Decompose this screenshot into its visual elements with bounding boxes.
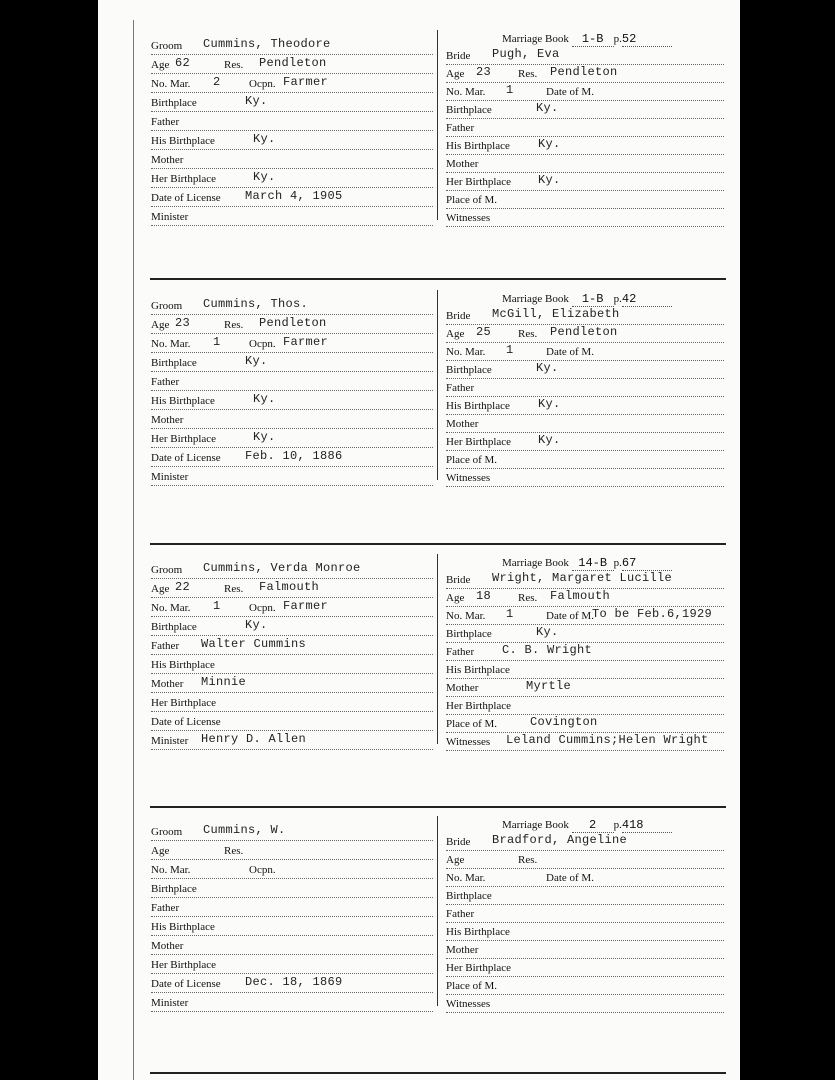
label-birthplace: Birthplace — [446, 364, 492, 376]
bride-age-value: 18 — [476, 589, 492, 603]
bride-his-birthplace-value: Ky. — [538, 137, 561, 151]
groom-res-value: Pendleton — [259, 316, 327, 330]
bride-row-her-birthplace — [446, 700, 724, 715]
label-father: Father — [446, 382, 475, 394]
bride-birthplace-value: Ky. — [536, 361, 559, 375]
label-age: Age — [446, 68, 465, 80]
groom-row-no-mar — [151, 335, 433, 353]
groom-row-birthplace — [151, 94, 433, 112]
bride-no-mar-value: 1 — [506, 607, 514, 621]
label-witnesses: Witnesses — [446, 736, 491, 748]
groom-row-his-birthplace — [151, 921, 433, 936]
groom-name-value: Cummins, W. — [203, 823, 286, 837]
groom-row-her-birthplace — [151, 959, 433, 974]
groom-her-birthplace-value: Ky. — [253, 170, 276, 184]
bride-res-value: Pendleton — [550, 65, 618, 79]
bride-age-value: 23 — [476, 65, 492, 79]
card-separator-rule — [150, 278, 726, 280]
label-witnesses: Witnesses — [446, 472, 491, 484]
bride-row-bride — [446, 571, 724, 589]
bride-row-father — [446, 908, 724, 923]
label-age: Age — [151, 319, 170, 331]
marriage-book-number: 14-B — [572, 556, 614, 571]
label-ocpn: Ocpn. — [249, 864, 276, 876]
label-place-of-m: Place of M. — [446, 980, 498, 992]
groom-ocpn-value: Farmer — [283, 335, 329, 349]
label-her-birthplace: Her Birthplace — [151, 697, 217, 709]
label-groom: Groom — [151, 826, 183, 838]
groom-row-date-of-license — [151, 189, 433, 207]
groom-row-her-birthplace — [151, 697, 433, 712]
label-date-of-m: Date of M. — [546, 346, 594, 358]
bride-row-birthplace — [446, 361, 724, 379]
bride-row-mother — [446, 944, 724, 959]
bride-row-witnesses — [446, 212, 724, 227]
bride-name-value: Pugh, Eva — [492, 47, 560, 61]
groom-row-no-mar — [151, 864, 433, 879]
label-mother: Mother — [446, 418, 479, 430]
groom-date-of-license-value: March 4, 1905 — [245, 189, 343, 203]
groom-row-mother — [151, 675, 433, 693]
label-no-mar: No. Mar. — [151, 602, 191, 614]
bride-row-his-birthplace — [446, 137, 724, 155]
label-no-mar: No. Mar. — [151, 78, 191, 90]
label-father: Father — [151, 376, 180, 388]
marriage-book-header — [502, 32, 672, 47]
label-res: Res. — [224, 845, 244, 857]
bride-row-place-of-m — [446, 194, 724, 209]
marriage-book-page: 42 — [622, 292, 672, 307]
bride-res-value: Pendleton — [550, 325, 618, 339]
label-birthplace: Birthplace — [151, 357, 197, 369]
label-mother: Mother — [446, 944, 479, 956]
bride-place-of-m-value: Covington — [530, 715, 598, 729]
label-birthplace: Birthplace — [151, 97, 197, 109]
groom-no-mar-value: 1 — [213, 335, 221, 349]
bride-res-value: Falmouth — [550, 589, 611, 603]
groom-ocpn-value: Farmer — [283, 599, 329, 613]
bride-row-no-mar — [446, 607, 724, 625]
label-age: Age — [151, 59, 170, 71]
label-her-birthplace: Her Birthplace — [446, 176, 512, 188]
label-ocpn: Ocpn. — [249, 602, 276, 614]
bride-row-birthplace — [446, 625, 724, 643]
bride-her-birthplace-value: Ky. — [538, 433, 561, 447]
label-res: Res. — [518, 68, 538, 80]
groom-father-value: Walter Cummins — [201, 637, 307, 651]
label-father: Father — [446, 908, 475, 920]
groom-minister-value: Henry D. Allen — [201, 732, 307, 746]
card-separator-rule — [150, 1072, 726, 1074]
bride-no-mar-value: 1 — [506, 343, 514, 357]
marriage-book-page: 52 — [622, 32, 672, 47]
label-mother: Mother — [446, 158, 479, 170]
page-label: p. — [613, 557, 622, 569]
groom-row-birthplace — [151, 354, 433, 372]
label-mother: Mother — [151, 414, 184, 426]
label-age: Age — [446, 592, 465, 604]
bride-row-age — [446, 854, 724, 869]
marriage-book-header — [502, 818, 672, 833]
bride-birthplace-value: Ky. — [536, 625, 559, 639]
bride-row-witnesses — [446, 998, 724, 1013]
bride-row-no-mar — [446, 83, 724, 101]
groom-row-mother — [151, 940, 433, 955]
label-date-of-license: Date of License — [151, 716, 221, 728]
label-her-birthplace: Her Birthplace — [446, 700, 512, 712]
label-minister: Minister — [151, 211, 189, 223]
groom-row-age — [151, 316, 433, 334]
column-divider — [437, 816, 438, 1006]
label-res: Res. — [224, 583, 244, 595]
marriage-book-number: 2 — [572, 818, 614, 833]
groom-age-value: 23 — [175, 316, 191, 330]
bride-row-father — [446, 122, 724, 137]
bride-row-witnesses — [446, 472, 724, 487]
page-edge-line — [133, 20, 134, 1080]
label-no-mar: No. Mar. — [446, 346, 486, 358]
label-father: Father — [151, 902, 180, 914]
bride-name-value: McGill, Elizabeth — [492, 307, 620, 321]
groom-age-value: 62 — [175, 56, 191, 70]
bride-age-value: 25 — [476, 325, 492, 339]
label-groom: Groom — [151, 300, 183, 312]
label-res: Res. — [224, 319, 244, 331]
groom-row-father — [151, 376, 433, 391]
bride-name-value: Bradford, Angeline — [492, 833, 628, 847]
marriage-book-page: 67 — [622, 556, 672, 571]
label-ocpn: Ocpn. — [249, 338, 276, 350]
bride-row-bride — [446, 47, 724, 65]
groom-name-value: Cummins, Theodore — [203, 37, 331, 51]
groom-row-groom — [151, 561, 433, 579]
bride-row-father — [446, 382, 724, 397]
bride-no-mar-value: 1 — [506, 83, 514, 97]
groom-row-birthplace — [151, 883, 433, 898]
label-his-birthplace: His Birthplace — [446, 400, 510, 412]
marriage-book-header — [502, 556, 672, 571]
label-date-of-license: Date of License — [151, 192, 221, 204]
groom-row-groom — [151, 823, 433, 841]
label-date-of-m: Date of M. — [546, 610, 594, 622]
card-separator-rule — [150, 806, 726, 808]
label-place-of-m: Place of M. — [446, 454, 498, 466]
label-his-birthplace: His Birthplace — [446, 664, 510, 676]
groom-her-birthplace-value: Ky. — [253, 430, 276, 444]
groom-row-groom — [151, 297, 433, 315]
column-divider — [437, 30, 438, 220]
groom-row-age — [151, 56, 433, 74]
bride-her-birthplace-value: Ky. — [538, 173, 561, 187]
label-date-of-m: Date of M. — [546, 86, 594, 98]
groom-name-value: Cummins, Thos. — [203, 297, 309, 311]
groom-his-birthplace-value: Ky. — [253, 132, 276, 146]
bride-row-age — [446, 589, 724, 607]
label-father: Father — [446, 646, 475, 658]
label-no-mar: No. Mar. — [446, 86, 486, 98]
label-her-birthplace: Her Birthplace — [151, 173, 217, 185]
label-date-of-m: Date of M. — [546, 872, 594, 884]
bride-his-birthplace-value: Ky. — [538, 397, 561, 411]
marriage-book-page: 418 — [622, 818, 672, 833]
bride-row-witnesses — [446, 733, 724, 751]
column-divider — [437, 554, 438, 744]
label-his-birthplace: His Birthplace — [446, 926, 510, 938]
label-date-of-license: Date of License — [151, 452, 221, 464]
bride-father-value: C. B. Wright — [502, 643, 593, 657]
bride-row-his-birthplace — [446, 397, 724, 415]
label-age: Age — [446, 328, 465, 340]
bride-row-mother — [446, 418, 724, 433]
groom-birthplace-value: Ky. — [245, 94, 268, 108]
label-her-birthplace: Her Birthplace — [446, 436, 512, 448]
bride-row-her-birthplace — [446, 962, 724, 977]
label-mother: Mother — [446, 682, 479, 694]
groom-row-his-birthplace — [151, 132, 433, 150]
label-birthplace: Birthplace — [151, 621, 197, 633]
marriage-book-label: Marriage Book — [502, 557, 569, 569]
groom-row-date-of-license — [151, 716, 433, 731]
page-label: p. — [613, 293, 622, 305]
label-his-birthplace: His Birthplace — [151, 921, 215, 933]
groom-row-minister — [151, 471, 433, 486]
label-age: Age — [151, 845, 170, 857]
bride-row-age — [446, 325, 724, 343]
bride-row-place-of-m — [446, 454, 724, 469]
marriage-book-label: Marriage Book — [502, 819, 569, 831]
groom-row-birthplace — [151, 618, 433, 636]
label-bride: Bride — [446, 836, 471, 848]
bride-birthplace-value: Ky. — [536, 101, 559, 115]
groom-row-minister — [151, 732, 433, 750]
label-no-mar: No. Mar. — [446, 610, 486, 622]
label-her-birthplace: Her Birthplace — [151, 433, 217, 445]
groom-no-mar-value: 1 — [213, 599, 221, 613]
page-label: p. — [613, 819, 622, 831]
label-place-of-m: Place of M. — [446, 194, 498, 206]
label-mother: Mother — [151, 154, 184, 166]
bride-row-birthplace — [446, 101, 724, 119]
label-his-birthplace: His Birthplace — [151, 135, 215, 147]
groom-row-father — [151, 116, 433, 131]
groom-row-age — [151, 580, 433, 598]
label-her-birthplace: Her Birthplace — [151, 959, 217, 971]
groom-row-father — [151, 637, 433, 655]
label-father: Father — [446, 122, 475, 134]
bride-row-his-birthplace — [446, 926, 724, 941]
label-mother: Mother — [151, 940, 184, 952]
label-groom: Groom — [151, 40, 183, 52]
label-res: Res. — [518, 854, 538, 866]
label-date-of-license: Date of License — [151, 978, 221, 990]
groom-row-her-birthplace — [151, 170, 433, 188]
card-separator-rule — [150, 543, 726, 545]
groom-no-mar-value: 2 — [213, 75, 221, 89]
groom-birthplace-value: Ky. — [245, 354, 268, 368]
label-father: Father — [151, 640, 180, 652]
label-place-of-m: Place of M. — [446, 718, 498, 730]
bride-row-no-mar — [446, 343, 724, 361]
bride-row-age — [446, 65, 724, 83]
groom-res-value: Falmouth — [259, 580, 320, 594]
label-his-birthplace: His Birthplace — [151, 395, 215, 407]
groom-his-birthplace-value: Ky. — [253, 392, 276, 406]
groom-row-age — [151, 845, 433, 860]
label-her-birthplace: Her Birthplace — [446, 962, 512, 974]
groom-row-father — [151, 902, 433, 917]
label-birthplace: Birthplace — [446, 890, 492, 902]
marriage-book-label: Marriage Book — [502, 293, 569, 305]
groom-ocpn-value: Farmer — [283, 75, 329, 89]
groom-row-minister — [151, 997, 433, 1012]
label-res: Res. — [518, 328, 538, 340]
groom-mother-value: Minnie — [201, 675, 247, 689]
groom-row-date-of-license — [151, 449, 433, 467]
bride-row-birthplace — [446, 890, 724, 905]
bride-witnesses-value: Leland Cummins;Helen Wright — [506, 733, 709, 747]
label-minister: Minister — [151, 471, 189, 483]
groom-name-value: Cummins, Verda Monroe — [203, 561, 361, 575]
label-bride: Bride — [446, 310, 471, 322]
bride-row-her-birthplace — [446, 433, 724, 451]
bride-row-his-birthplace — [446, 664, 724, 679]
label-birthplace: Birthplace — [446, 104, 492, 116]
groom-row-mother — [151, 154, 433, 169]
column-divider — [437, 290, 438, 480]
bride-row-father — [446, 643, 724, 661]
label-birthplace: Birthplace — [151, 883, 197, 895]
label-no-mar: No. Mar. — [151, 338, 191, 350]
label-bride: Bride — [446, 574, 471, 586]
marriage-book-header — [502, 292, 672, 307]
bride-row-mother — [446, 158, 724, 173]
bride-row-place-of-m — [446, 715, 724, 733]
bride-row-no-mar — [446, 872, 724, 887]
groom-date-of-license-value: Dec. 18, 1869 — [245, 975, 343, 989]
label-witnesses: Witnesses — [446, 212, 491, 224]
label-witnesses: Witnesses — [446, 998, 491, 1010]
label-age: Age — [151, 583, 170, 595]
label-no-mar: No. Mar. — [151, 864, 191, 876]
groom-age-value: 22 — [175, 580, 191, 594]
page-label: p. — [613, 33, 622, 45]
bride-row-mother — [446, 679, 724, 697]
label-minister: Minister — [151, 997, 189, 1009]
groom-row-groom — [151, 37, 433, 55]
label-minister: Minister — [151, 735, 189, 747]
groom-row-minister — [151, 211, 433, 226]
label-age: Age — [446, 854, 465, 866]
label-no-mar: No. Mar. — [446, 872, 486, 884]
label-groom: Groom — [151, 564, 183, 576]
label-res: Res. — [518, 592, 538, 604]
groom-row-her-birthplace — [151, 430, 433, 448]
groom-row-his-birthplace — [151, 392, 433, 410]
label-res: Res. — [224, 59, 244, 71]
bride-name-value: Wright, Margaret Lucille — [492, 571, 673, 585]
groom-row-mother — [151, 414, 433, 429]
label-his-birthplace: His Birthplace — [446, 140, 510, 152]
marriage-book-label: Marriage Book — [502, 33, 569, 45]
label-birthplace: Birthplace — [446, 628, 492, 640]
label-bride: Bride — [446, 50, 471, 62]
bride-row-her-birthplace — [446, 173, 724, 191]
groom-row-no-mar — [151, 599, 433, 617]
bride-date-of-m-value: To be Feb.6,1929 — [592, 607, 713, 621]
bride-row-bride — [446, 833, 724, 851]
bride-row-bride — [446, 307, 724, 325]
groom-row-his-birthplace — [151, 659, 433, 674]
groom-birthplace-value: Ky. — [245, 618, 268, 632]
marriage-book-number: 1-B — [572, 292, 614, 307]
groom-res-value: Pendleton — [259, 56, 327, 70]
bride-mother-value: Myrtle — [526, 679, 572, 693]
marriage-book-number: 1-B — [572, 32, 614, 47]
label-father: Father — [151, 116, 180, 128]
label-mother: Mother — [151, 678, 184, 690]
label-his-birthplace: His Birthplace — [151, 659, 215, 671]
bride-row-place-of-m — [446, 980, 724, 995]
groom-date-of-license-value: Feb. 10, 1886 — [245, 449, 343, 463]
groom-row-no-mar — [151, 75, 433, 93]
label-ocpn: Ocpn. — [249, 78, 276, 90]
groom-row-date-of-license — [151, 975, 433, 993]
